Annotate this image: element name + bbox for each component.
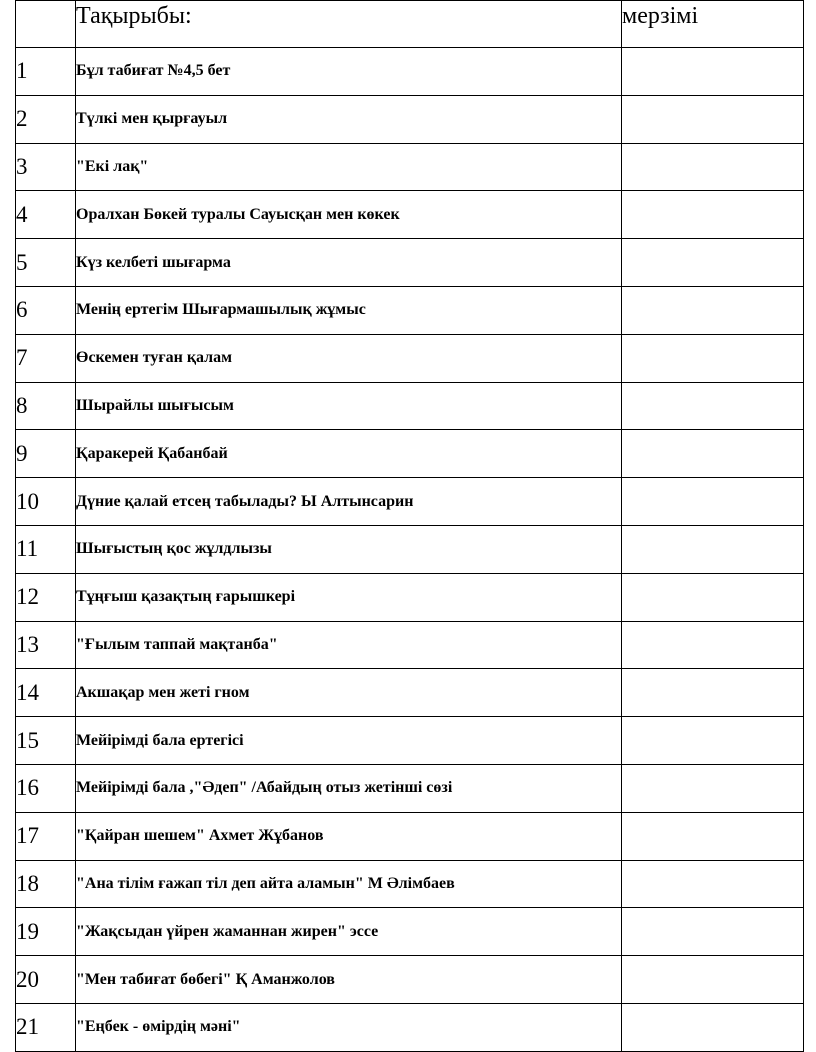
row-number-cell: 9 xyxy=(16,430,76,478)
row-number-cell: 20 xyxy=(16,956,76,1004)
row-date-cell xyxy=(622,812,804,860)
row-date-cell xyxy=(622,717,804,765)
row-date-cell xyxy=(622,860,804,908)
row-number-cell: 18 xyxy=(16,860,76,908)
row-title-cell: Акшақар мен жеті гном xyxy=(76,669,622,717)
row-number-cell: 13 xyxy=(16,621,76,669)
table-row xyxy=(16,478,804,526)
row-date-cell xyxy=(622,286,804,334)
row-title-cell: Қаракерей Қабанбай xyxy=(76,430,622,478)
row-title-cell: Күз келбеті шығарма xyxy=(76,239,622,287)
table-row xyxy=(16,382,804,430)
table-row xyxy=(16,717,804,765)
table-row xyxy=(16,48,804,96)
header-number-cell xyxy=(16,1,76,48)
row-date-cell xyxy=(622,1003,804,1051)
row-title-cell: Шырайлы шығысым xyxy=(76,382,622,430)
row-date-cell xyxy=(622,191,804,239)
table-row xyxy=(16,430,804,478)
table-row xyxy=(16,812,804,860)
row-date-cell xyxy=(622,525,804,573)
row-date-cell xyxy=(622,430,804,478)
row-date-cell xyxy=(622,908,804,956)
row-title-cell: "Екі лақ" xyxy=(76,143,622,191)
table-row xyxy=(16,669,804,717)
row-number-cell: 3 xyxy=(16,143,76,191)
row-number-cell: 5 xyxy=(16,239,76,287)
row-number-cell: 1 xyxy=(16,48,76,96)
row-number-cell: 15 xyxy=(16,717,76,765)
row-title-cell: Дүние қалай етсең табылады? Ы Алтынсарин xyxy=(76,478,622,526)
row-number-cell: 19 xyxy=(16,908,76,956)
row-date-cell xyxy=(622,334,804,382)
row-title-cell: Тұңғыш қазақтың ғарышкері xyxy=(76,573,622,621)
row-number-cell: 21 xyxy=(16,1003,76,1051)
row-number-cell: 6 xyxy=(16,286,76,334)
table-row xyxy=(16,908,804,956)
row-number-cell: 2 xyxy=(16,95,76,143)
row-number-cell: 11 xyxy=(16,525,76,573)
table-row xyxy=(16,525,804,573)
table-row xyxy=(16,334,804,382)
row-date-cell xyxy=(622,143,804,191)
row-title-cell: Түлкі мен қырғауыл xyxy=(76,95,622,143)
table-row xyxy=(16,95,804,143)
row-number-cell: 16 xyxy=(16,764,76,812)
table-row xyxy=(16,286,804,334)
header-date-cell xyxy=(622,1,804,48)
row-number-cell: 14 xyxy=(16,669,76,717)
row-date-cell xyxy=(622,621,804,669)
row-title-cell: Оралхан Бөкей туралы Сауысқан мен көкек xyxy=(76,191,622,239)
row-number-cell: 10 xyxy=(16,478,76,526)
row-title-cell: Бұл табиғат №4,5 бет xyxy=(76,48,622,96)
table-row xyxy=(16,621,804,669)
row-number-cell: 4 xyxy=(16,191,76,239)
table-header-row xyxy=(16,1,804,48)
row-date-cell xyxy=(622,956,804,1004)
row-title-cell: Мейірімді бала ертегісі xyxy=(76,717,622,765)
row-date-cell xyxy=(622,669,804,717)
header-title-label: Тақырыбы: xyxy=(76,2,192,29)
row-date-cell xyxy=(622,48,804,96)
table-row xyxy=(16,573,804,621)
row-title-cell: "Ғылым таппай мақтанба" xyxy=(76,621,622,669)
row-title-cell: "Еңбек - өмірдің мәні" xyxy=(76,1003,622,1051)
row-number-cell: 8 xyxy=(16,382,76,430)
row-date-cell xyxy=(622,95,804,143)
row-title-cell: Өскемен туған қалам xyxy=(76,334,622,382)
row-title-cell: "Жақсыдан үйрен жаманнан жирен" эссе xyxy=(76,908,622,956)
row-date-cell xyxy=(622,764,804,812)
row-title-cell: "Мен табиғат бөбегі" Қ Аманжолов xyxy=(76,956,622,1004)
table-row xyxy=(16,860,804,908)
row-date-cell xyxy=(622,478,804,526)
table-row xyxy=(16,1003,804,1051)
row-title-cell: Менің ертегім Шығармашылық жұмыс xyxy=(76,286,622,334)
header-title-cell xyxy=(76,1,622,48)
row-number-cell: 7 xyxy=(16,334,76,382)
row-title-cell: "Ана тілім ғажап тіл деп айта аламын" М Әлімбаев xyxy=(76,860,622,908)
row-number-cell: 12 xyxy=(16,573,76,621)
table-row xyxy=(16,764,804,812)
row-date-cell xyxy=(622,239,804,287)
row-date-cell xyxy=(622,382,804,430)
table-row xyxy=(16,239,804,287)
row-title-cell: "Қайран шешем" Ахмет Жұбанов xyxy=(76,812,622,860)
row-number-cell: 17 xyxy=(16,812,76,860)
row-date-cell xyxy=(622,573,804,621)
table-row xyxy=(16,956,804,1004)
topics-table xyxy=(15,0,804,1052)
row-title-cell: Мейірімді бала ,"Әдеп" /Абайдың отыз жетінші сөзі xyxy=(76,764,622,812)
row-title-cell: Шығыстың қос жұлдлызы xyxy=(76,525,622,573)
table-row xyxy=(16,143,804,191)
table-row xyxy=(16,191,804,239)
header-date-label: мерзімі xyxy=(622,2,699,29)
